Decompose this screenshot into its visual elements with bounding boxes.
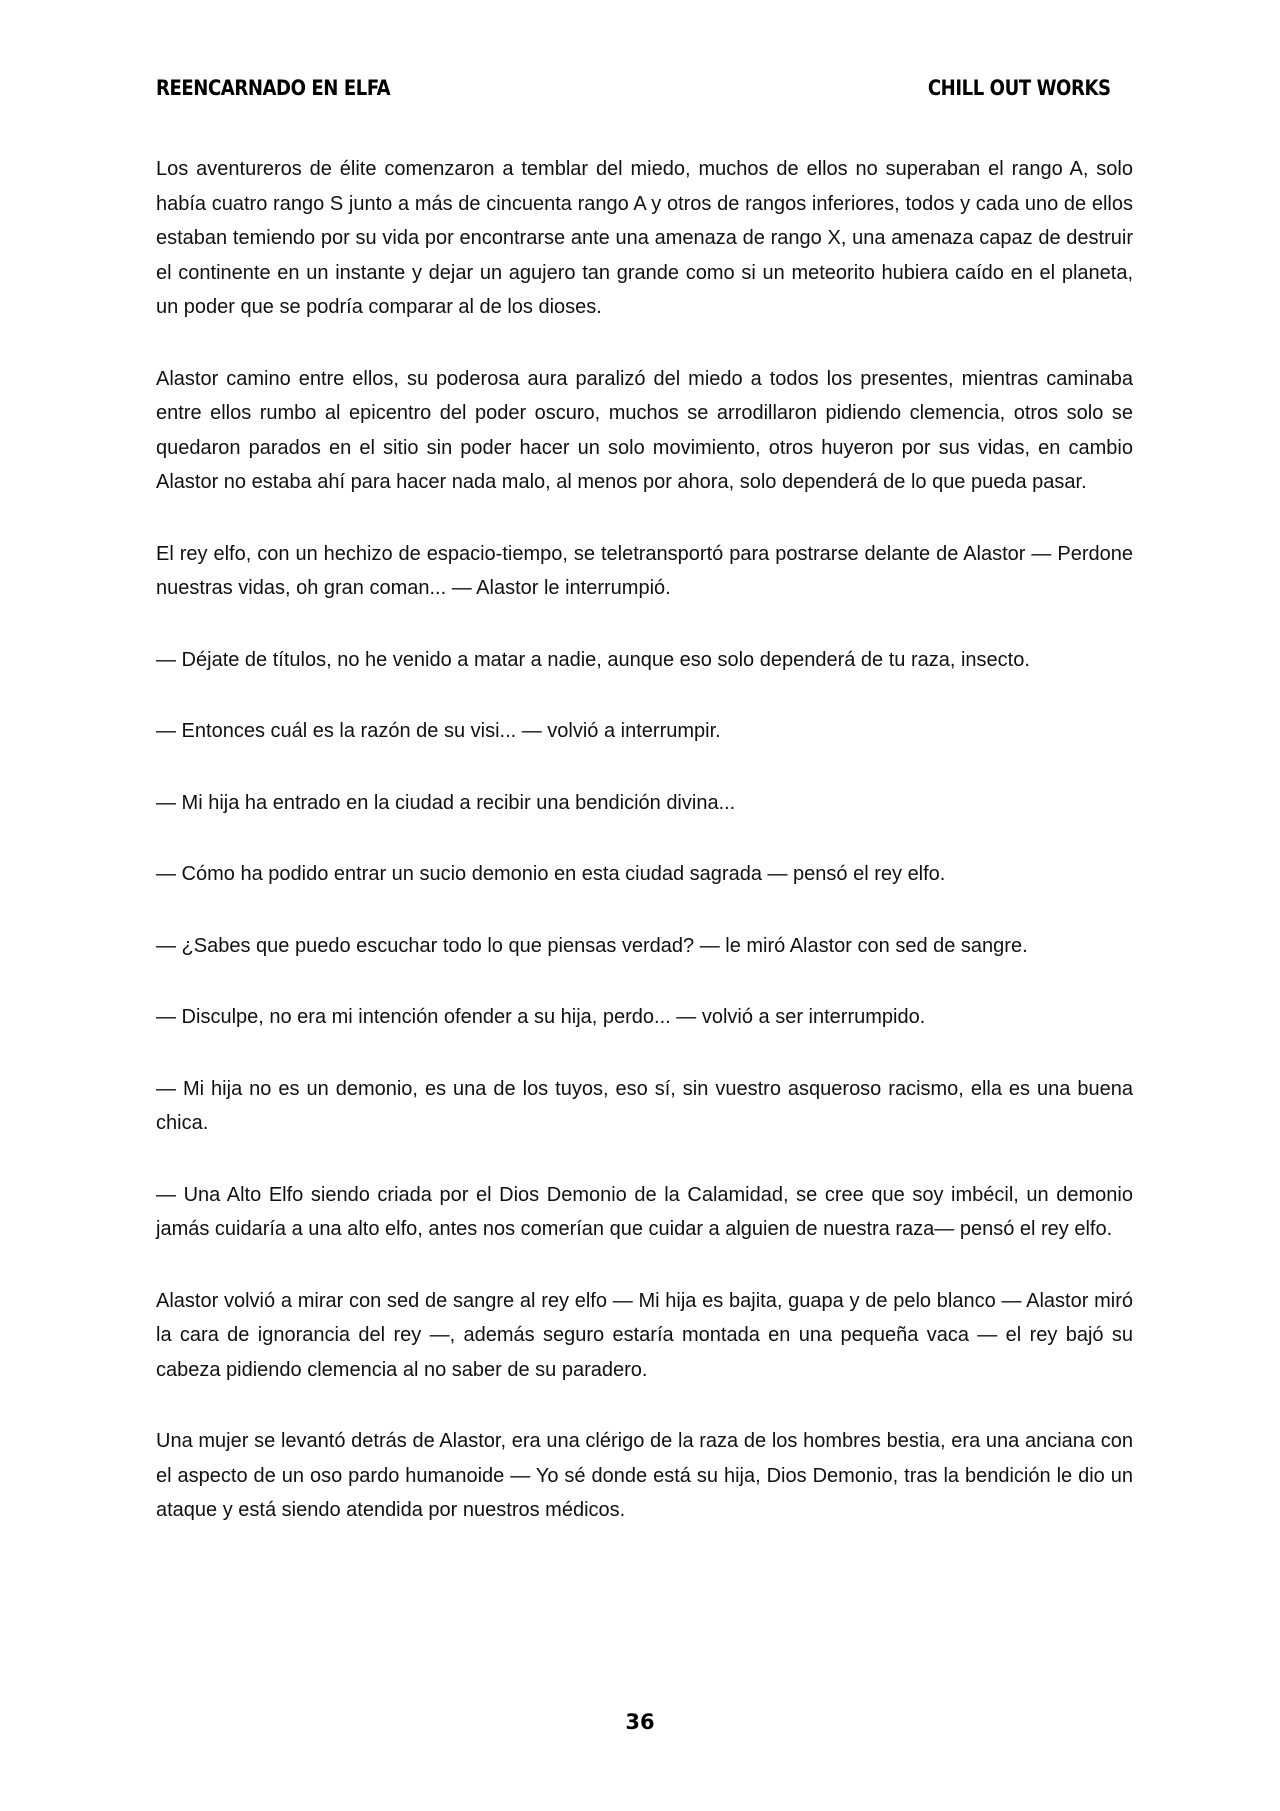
paragraph: Los aventureros de élite comenzaron a temblar del miedo, muchos de ellos no superaban el rango A, solo había cuatro rango S junto a más de cincuenta rango A y otros de rangos inferiores, todos y cada uno de ellos estaban temiendo por su vida por encontrarse ante una amenaza de rango X, una amenaza capaz de destruir el continente en un instante y dejar un agujero tan grande como si un meteorito hubiera caído en el planeta, un poder que se podría comparar al de los dioses.	[156, 158, 1133, 318]
paragraph: Alastor camino entre ellos, su poderosa aura paralizó del miedo a todos los presentes, mientras caminaba entre ellos rumbo al epicentro del poder oscuro, muchos se arrodillaron pidiendo clemencia, otros solo se quedaron parados en el sitio sin poder hacer un solo movimiento, otros huyeron por sus vidas, en cambio Alastor no estaba ahí para hacer nada malo, al menos por ahora, solo dependerá de lo que pueda pasar.	[156, 367, 1133, 493]
page-header	[156, 76, 1111, 100]
paragraph: Una mujer se levantó detrás de Alastor, era una clérigo de la raza de los hombres bestia, era una anciana con el aspecto de un oso pardo humanoide — Yo sé donde está su hija, Dios Demonio, tras la bendición le dio un ataque y está siendo atendida por nuestros médicos.	[156, 1430, 1133, 1521]
paragraph: — Mi hija no es un demonio, es una de los tuyos, eso sí, sin vuestro asqueroso racismo, ella es una buena chica.	[156, 1077, 1133, 1134]
paragraph: — Cómo ha podido entrar un sucio demonio en esta ciudad sagrada — pensó el rey elfo.	[156, 863, 946, 885]
book-title: REENCARNADO EN ELFA	[156, 76, 391, 100]
paragraph: — Déjate de títulos, no he venido a matar a nadie, aunque eso solo dependerá de tu raza, insecto.	[156, 648, 1030, 671]
body-text	[156, 152, 1133, 1565]
paragraph: — Disculpe, no era mi intención ofender a su hija, perdo... — volvió a ser interrumpido.	[156, 1006, 926, 1028]
publisher-name: CHILL OUT WORKS	[927, 76, 1111, 100]
paragraph: Alastor volvió a mirar con sed de sangre al rey elfo — Mi hija es bajita, guapa y de pelo blanco — Alastor miró la cara de ignorancia del rey —, además seguro estaría montada en una pequeña vaca — el rey bajó su cabeza pidiendo clemencia al no saber de su paradero.	[156, 1289, 1133, 1381]
paragraph: — Una Alto Elfo siendo criada por el Dios Demonio de la Calamidad, se cree que soy imbécil, un demonio jamás cuidaría a una alto elfo, antes nos comerían que cuidar a alguien de nuestra raza— pensó el rey elfo.	[156, 1183, 1133, 1240]
paragraph: — Mi hija ha entrado en la ciudad a recibir una bendición divina...	[156, 791, 736, 814]
paragraph: — Entonces cuál es la razón de su visi... — volvió a interrumpir.	[156, 720, 721, 742]
page-number: 36	[625, 1710, 655, 1734]
paragraph: El rey elfo, con un hechizo de espacio-tiempo, se teletransportó para postrarse delante de Alastor — Perdone nuestras vidas, oh gran coman... — Alastor le interrumpió.	[156, 542, 1133, 599]
paragraph: — ¿Sabes que puedo escuchar todo lo que piensas verdad? — le miró Alastor con sed de sangre.	[156, 934, 1028, 957]
